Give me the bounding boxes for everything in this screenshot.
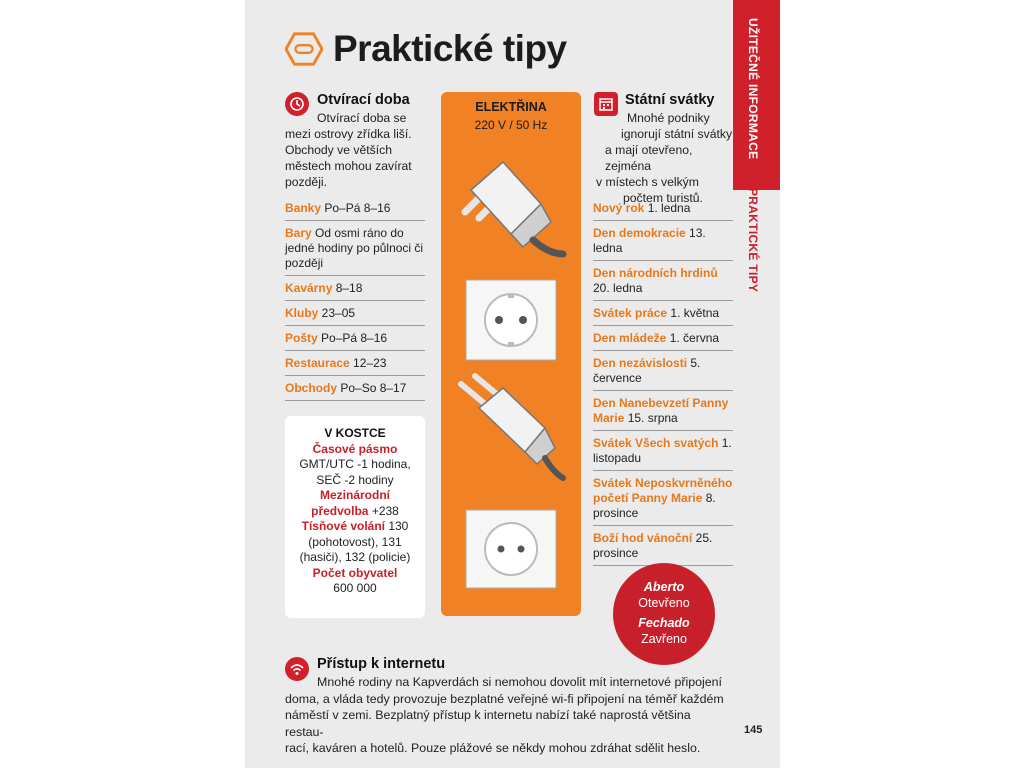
nutshell-box xyxy=(285,416,425,618)
item-value: 1. ledna xyxy=(644,201,691,215)
side-tab-useful-info: UŽITEČNÉ INFORMACE xyxy=(746,18,760,160)
item-key: Nový rok xyxy=(593,201,645,215)
list-item xyxy=(285,276,425,301)
text-line: mezi ostrovy zřídka liší. xyxy=(285,127,412,141)
list-item xyxy=(593,301,733,326)
text-line: ignorují státní svátky xyxy=(621,127,733,141)
page-title: Praktické tipy xyxy=(333,28,567,69)
item-key: Kavárny xyxy=(285,281,333,295)
badge-translation: Otevřeno xyxy=(638,596,690,610)
opening-hours-list xyxy=(285,196,425,401)
page-header xyxy=(285,28,567,70)
schuko-socket-icon xyxy=(466,280,556,360)
badge-translation: Zavřeno xyxy=(641,632,687,646)
list-item xyxy=(285,351,425,376)
list-item xyxy=(285,196,425,221)
dialing-code-value: +238 xyxy=(368,503,399,518)
emergency-value: 130 xyxy=(385,519,409,533)
item-value: 5. července xyxy=(593,356,701,385)
population-label: Počet obyvatel xyxy=(312,565,398,580)
item-key: Banky xyxy=(285,201,322,215)
list-item xyxy=(593,196,733,221)
item-value: 25. prosince xyxy=(593,531,713,560)
internet-text xyxy=(285,674,730,757)
item-value: Od osmi ráno do jedné hodiny po půlnoci či později xyxy=(285,226,424,270)
list-item xyxy=(285,301,425,326)
list-item xyxy=(593,261,733,301)
item-value: 12–23 xyxy=(349,356,387,370)
item-key: Obchody xyxy=(285,381,338,395)
timezone-value: SEČ -2 hodiny xyxy=(316,472,394,487)
item-value: 20. ledna xyxy=(593,281,643,295)
holidays-list xyxy=(593,196,733,566)
dialing-code-label: Mezinárodní xyxy=(319,488,390,502)
item-key: Svátek Neposkvrněného početí Panny Marie xyxy=(593,476,733,505)
opening-hours-text xyxy=(285,110,425,190)
item-value: Po–Pá 8–16 xyxy=(321,201,391,215)
emergency-value: (hasiči), 132 (policie) xyxy=(299,550,411,564)
page-number: 145 xyxy=(744,724,763,736)
text-line: a mají otevřeno, zejména xyxy=(605,143,693,173)
item-value: 8–18 xyxy=(332,281,363,295)
list-item xyxy=(593,351,733,391)
internet-title: Přístup k internetu xyxy=(317,656,446,672)
item-value: 1. listopadu xyxy=(593,436,732,465)
europlug-icon xyxy=(461,376,563,478)
item-key: Boží hod vánoční xyxy=(593,531,693,545)
text-line: rací, kaváren a hotelů. Pouze plážové se někdy mohou zdráhat sdělit heslo. xyxy=(285,741,701,755)
list-item xyxy=(285,376,425,401)
item-key: Den mládeže xyxy=(593,331,667,345)
item-value: 23–05 xyxy=(318,306,356,320)
emergency-value: (pohotovost), 131 xyxy=(308,534,402,549)
list-item xyxy=(593,391,733,431)
timezone-value: GMT/UTC -1 hodina, xyxy=(299,457,411,471)
side-tab-practical-tips: PRAKTICKÉ TIPY xyxy=(746,188,760,293)
item-value: Po–So 8–17 xyxy=(337,381,407,395)
list-item xyxy=(593,431,733,471)
list-item xyxy=(593,326,733,351)
item-key: Svátek Všech svatých xyxy=(593,436,719,450)
europlug-socket-icon xyxy=(466,510,556,588)
list-item xyxy=(593,221,733,261)
text-line: Otvírací doba se xyxy=(317,111,407,125)
item-value: Po–Pá 8–16 xyxy=(317,331,388,345)
open-closed-badge xyxy=(613,563,715,665)
text-line: Mnohé podniky xyxy=(627,111,710,125)
item-key: Restaurace xyxy=(285,356,350,370)
population-value: 600 000 xyxy=(333,581,377,595)
electricity-illustrations xyxy=(441,92,581,616)
list-item xyxy=(285,326,425,351)
item-value: 15. srpna xyxy=(624,411,678,425)
item-key: Svátek práce xyxy=(593,306,668,320)
item-key: Bary xyxy=(285,226,312,240)
text-line: Obchody ve větších xyxy=(285,143,393,157)
list-item xyxy=(593,526,733,566)
item-value: 13. ledna xyxy=(593,226,706,255)
list-item xyxy=(285,221,425,276)
text-line: později. xyxy=(285,175,328,189)
item-value: 1. června xyxy=(666,331,720,345)
emergency-label: Tísňové volání xyxy=(301,519,385,533)
text-line: Mnohé rodiny na Kapverdách si nemohou dovolit mít internetové připojení xyxy=(317,675,723,689)
item-key: Kluby xyxy=(285,306,319,320)
item-key: Den demokracie xyxy=(593,226,686,240)
dialing-code-label: předvolba xyxy=(311,503,369,518)
opening-hours-title: Otvírací doba xyxy=(317,92,410,108)
item-value: 8. prosince xyxy=(593,491,716,520)
text-line: náměstí v zemi. Bezplatný přístup k internetu nabízí také naprostá většina restau- xyxy=(285,708,691,739)
item-key: Den národních hrdinů xyxy=(593,266,718,280)
item-key: Den nezávislosti xyxy=(593,356,688,370)
hexagon-icon xyxy=(285,30,323,68)
text-line: doma, a vláda tedy provozuje bezplatné veřejné wi-fi připojení na téměř každém xyxy=(285,691,724,706)
text-line: městech mohou zavírat xyxy=(285,159,412,173)
list-item xyxy=(593,471,733,526)
text-line: v místech s velkým xyxy=(596,175,699,189)
badge-word: Aberto xyxy=(643,580,685,594)
text-line: počtem turistů. xyxy=(623,191,703,205)
item-key: Den Nanebevzetí Panny Marie xyxy=(593,396,729,425)
holidays-text xyxy=(593,110,738,206)
item-key: Pošty xyxy=(285,331,318,345)
electricity-title: ELEKTŘINA xyxy=(475,100,547,114)
schuko-plug-icon xyxy=(465,162,563,254)
electricity-voltage: 220 V / 50 Hz xyxy=(474,118,548,132)
badge-word: Fechado xyxy=(638,616,690,630)
item-value: 1. května xyxy=(667,306,720,320)
holidays-title: Státní svátky xyxy=(625,92,715,108)
nutshell-title: V KOSTCE xyxy=(324,426,386,440)
timezone-label: Časové pásmo xyxy=(312,441,398,456)
